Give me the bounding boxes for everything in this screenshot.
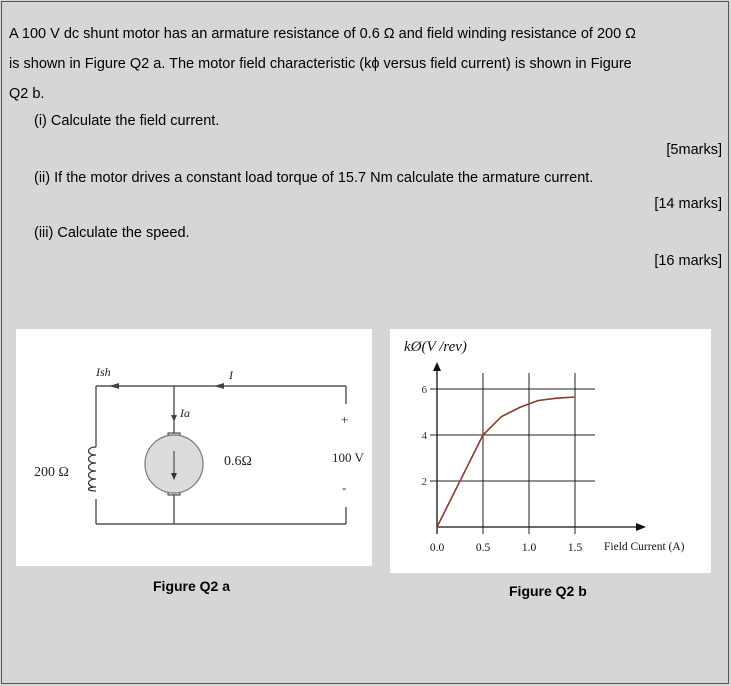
label-i: I <box>229 368 233 382</box>
y-tick-label: 6 <box>421 384 427 396</box>
figure-b-caption: Figure Q2 b <box>509 583 587 599</box>
x-tick-label: 1.0 <box>521 542 537 554</box>
question-i: (i) Calculate the field current. <box>34 113 220 129</box>
x-axis-label: Field Current (A) <box>604 541 685 553</box>
x-tick-label: 0.0 <box>429 542 445 554</box>
y-tick-label: 2 <box>421 476 427 488</box>
question-ii-marks: [14 marks] <box>654 196 722 212</box>
y-axis-arrow-icon <box>433 362 441 371</box>
ish-arrow-icon <box>109 383 119 389</box>
field-characteristic-chart <box>390 329 711 573</box>
x-tick-label: 0.5 <box>475 542 491 554</box>
label-ia: Ia <box>180 406 190 420</box>
problem-line-1: A 100 V dc shunt motor has an armature resistance of 0.6 Ω and field winding resistance of 200 Ω <box>9 26 637 42</box>
question-iii-marks: [16 marks] <box>654 253 722 269</box>
figure-b-panel <box>390 329 711 573</box>
label-field-resistance: 200 Ω <box>34 465 69 480</box>
problem-line-2: is shown in Figure Q2 a. The motor field characteristic (kϕ versus field current) is shown in Figure <box>9 56 632 72</box>
question-i-marks: [5marks] <box>666 142 722 158</box>
series-line-k-phi <box>437 397 575 527</box>
y-tick-label: 4 <box>421 430 427 442</box>
x-tick-label: 1.5 <box>567 542 583 554</box>
i-arrow-icon <box>214 383 224 389</box>
figure-a-caption: Figure Q2 a <box>153 578 231 594</box>
circuit-diagram <box>16 329 372 566</box>
figure-a-panel <box>16 329 372 566</box>
question-ii: (ii) If the motor drives a constant load torque of 15.7 Nm calculate the armature current. <box>34 170 594 186</box>
field-coil <box>89 447 97 491</box>
label-supply-voltage: 100 V <box>332 450 364 465</box>
label-armature-resistance: 0.6Ω <box>224 454 252 469</box>
label-plus: + <box>341 412 349 427</box>
question-iii: (iii) Calculate the speed. <box>34 225 190 241</box>
x-axis-arrow-icon <box>636 523 646 531</box>
problem-line-3: Q2 b. <box>9 86 45 102</box>
chart-title: kØ(V /rev) <box>404 339 467 355</box>
label-minus: - <box>342 480 347 495</box>
label-ish: Ish <box>96 365 111 379</box>
ia-arrow-icon <box>171 415 177 422</box>
